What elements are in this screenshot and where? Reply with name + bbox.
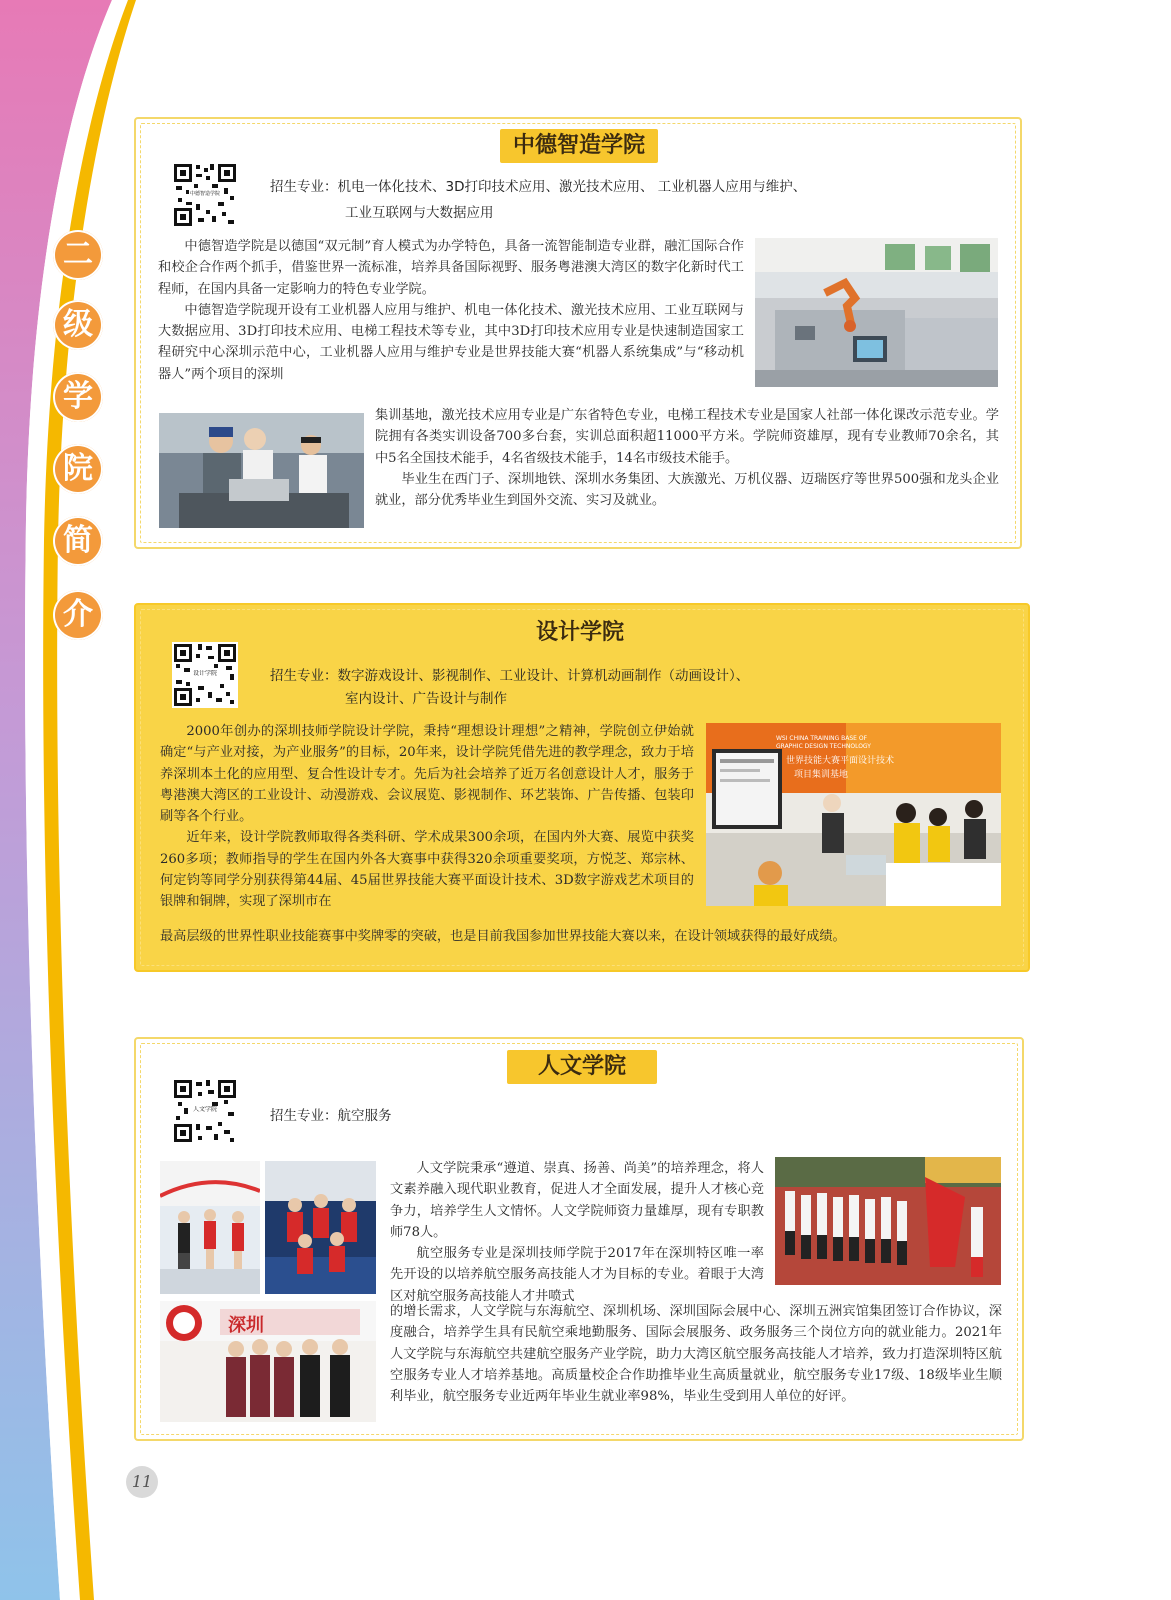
flight-attendants-photo-2 bbox=[265, 1161, 376, 1294]
photo-banner-caption: GRAPHIC DESIGN TECHNOLOGY bbox=[776, 743, 871, 750]
flight-attendants-photo-3 bbox=[160, 1301, 376, 1422]
renwen-text-cont bbox=[390, 1301, 1002, 1407]
design-majors: 招生专业：数字游戏设计、影视制作、工业设计、计算机动画制作（动画设计）、 bbox=[270, 668, 750, 684]
zhongde-qr-label: 中德智造学院 bbox=[189, 191, 220, 197]
photo-banner-caption: 项目集训基地 bbox=[794, 770, 849, 780]
zhongde-paragraph-2-cont: 集训基地，激光技术应用专业是广东省特色专业，电梯工程技术专业是国家人社部一体化课改示范专业。学院拥有各类实训设备700多台套，实训总面积超11000平方米。学院师资雄厚，现有专业教师70余名，其中5名全国技术能手，4名省级技术能手，14名市级技术能手。 bbox=[375, 408, 999, 466]
zhongde-paragraph-2: 中德智造学院现开设有工业机器人应用与维护、机电一体化技术、激光技术应用、工业互联网与大数据应用、3D打印技术应用、电梯工程技术等专业，其中3D打印技术应用专业是快速制造国家工程研究中心深圳示范中心，工业机器人应用与维护专业是世界技能大赛“机器人系统集成”与“移动机器人”两个项目的深圳 bbox=[158, 302, 744, 382]
design-paragraph-2: 近年来，设计学院教师取得各类科研、学术成果300余项，在国内外大赛、展览中获奖260多项；教师指导的学生在国内外各大赛事中获得320余项重要奖项，方悦芝、郑宗林、何定钧等同学分别获得第44届、45届世界技能大赛平面设计技术、3D数字游戏艺术项目的银牌和铜牌，实现了深圳市在 bbox=[160, 830, 694, 910]
design-paragraph-2-last: 最高层级的世界性职业技能赛事中奖牌零的突破，也是目前我国参加世界技能大赛以来，在设计领域获得的最好成绩。 bbox=[160, 929, 846, 944]
design-text-last bbox=[160, 926, 1000, 947]
side-title-char: 介 bbox=[53, 590, 103, 640]
student-workshop-photo bbox=[159, 413, 364, 528]
design-intro-text bbox=[160, 721, 694, 913]
renwen-majors: 招生专业：航空服务 bbox=[270, 1108, 392, 1124]
renwen-paragraph-2: 航空服务专业是深圳技师学院于2017年在深圳特区唯一率先开设的以培养航空服务高技能人才为目标的专业。着眼于大湾区对航空服务高技能人才井喷式 bbox=[390, 1246, 764, 1304]
side-title-char: 简 bbox=[53, 516, 103, 566]
design-classroom-photo bbox=[706, 723, 1001, 906]
robot-lab-photo bbox=[755, 238, 998, 387]
side-title-char: 级 bbox=[53, 300, 103, 350]
page-number: 11 bbox=[126, 1466, 158, 1498]
design-paragraph-1: 2000年创办的深圳技师学院设计学院，秉持“理想设计理想”之精神，学院创立伊始就确定“与产业对接，为产业服务”的目标，20年来，设计学院凭借先进的教学理念，致力于培养深圳本土化的应用型、复合性设计专才。先后为社会培养了近万名创意设计人才，服务于粤港澳大湾区的工业设计、动漫游戏、会议展览、影视制作、环艺装饰、广告传播、包装印刷等各个行业。 bbox=[160, 724, 694, 825]
design-qr-label: 设计学院 bbox=[192, 670, 217, 677]
zhongde-paragraph-3: 毕业生在西门子、深圳地铁、深圳水务集团、大族激光、万机仪器、迈瑞医疗等世界500强和龙头企业就业，部分优秀毕业生到国外交流、实习及就业。 bbox=[375, 471, 999, 509]
side-title-char: 二 bbox=[53, 230, 103, 280]
renwen-title: 人文学院 bbox=[507, 1050, 657, 1084]
parade-photo bbox=[775, 1157, 1001, 1285]
renwen-paragraph-2-cont: 的增长需求，人文学院与东海航空、深圳机场、深圳国际会展中心、深圳五洲宾馆集团签订合作协议，深度融合，培养学生具有民航空乘地勤服务、国际会展服务、政务服务三个岗位方向的就业能力。2021年人文学院与东海航空共建航空服务产业学院，助力大湾区航空服务高技能人才培养，致力打造深圳特区航空服务专业人才培养基地。高质量校企合作助推毕业生高质量就业，航空服务专业17级、18级毕业生顺利毕业，航空服务专业近两年毕业生就业率98%，毕业生受到用人单位的好评。 bbox=[390, 1304, 1002, 1405]
zhongde-text-cont bbox=[375, 405, 999, 511]
renwen-qr-label: 人文学院 bbox=[192, 1106, 217, 1113]
photo-sign-text: 深圳 bbox=[228, 1315, 264, 1336]
zhongde-intro-text bbox=[158, 236, 744, 385]
side-title-char: 院 bbox=[53, 444, 103, 494]
side-title-char: 学 bbox=[53, 372, 103, 422]
zhongde-majors: 招生专业：机电一体化技术、3D打印技术应用、激光技术应用、 工业机器人应用与维护、 bbox=[270, 179, 807, 195]
renwen-paragraph-1: 人文学院秉承“遵道、崇真、扬善、尚美”的培养理念，将人文素养融入现代职业教育，促进人才全面发展，提升人才核心竞争力，培养学生人文情怀。人文学院师资力量雄厚，现有专职教师78人。 bbox=[390, 1161, 764, 1240]
photo-banner-caption: 世界技能大赛平面设计技术 bbox=[786, 756, 895, 766]
zhongde-paragraph-1: 中德智造学院是以德国“双元制”育人模式为办学特色，具备一流智能制造专业群，融汇国际合作和校企合作两个抓手，借鉴世界一流标准，培养具备国际视野、服务粤港澳大湾区的数字化新时代工程师，在国内具备一定影响力的特色专业学院。 bbox=[158, 239, 744, 297]
renwen-intro-text bbox=[390, 1158, 764, 1307]
zhongde-title: 中德智造学院 bbox=[500, 129, 658, 163]
design-title: 设计学院 bbox=[535, 620, 624, 645]
design-majors-cont: 室内设计、广告设计与制作 bbox=[345, 691, 507, 707]
flight-attendants-photo-1 bbox=[160, 1161, 260, 1294]
photo-banner-caption: WSI CHINA TRAINING BASE OF bbox=[776, 735, 868, 742]
zhongde-majors-cont: 工业互联网与大数据应用 bbox=[345, 205, 494, 221]
